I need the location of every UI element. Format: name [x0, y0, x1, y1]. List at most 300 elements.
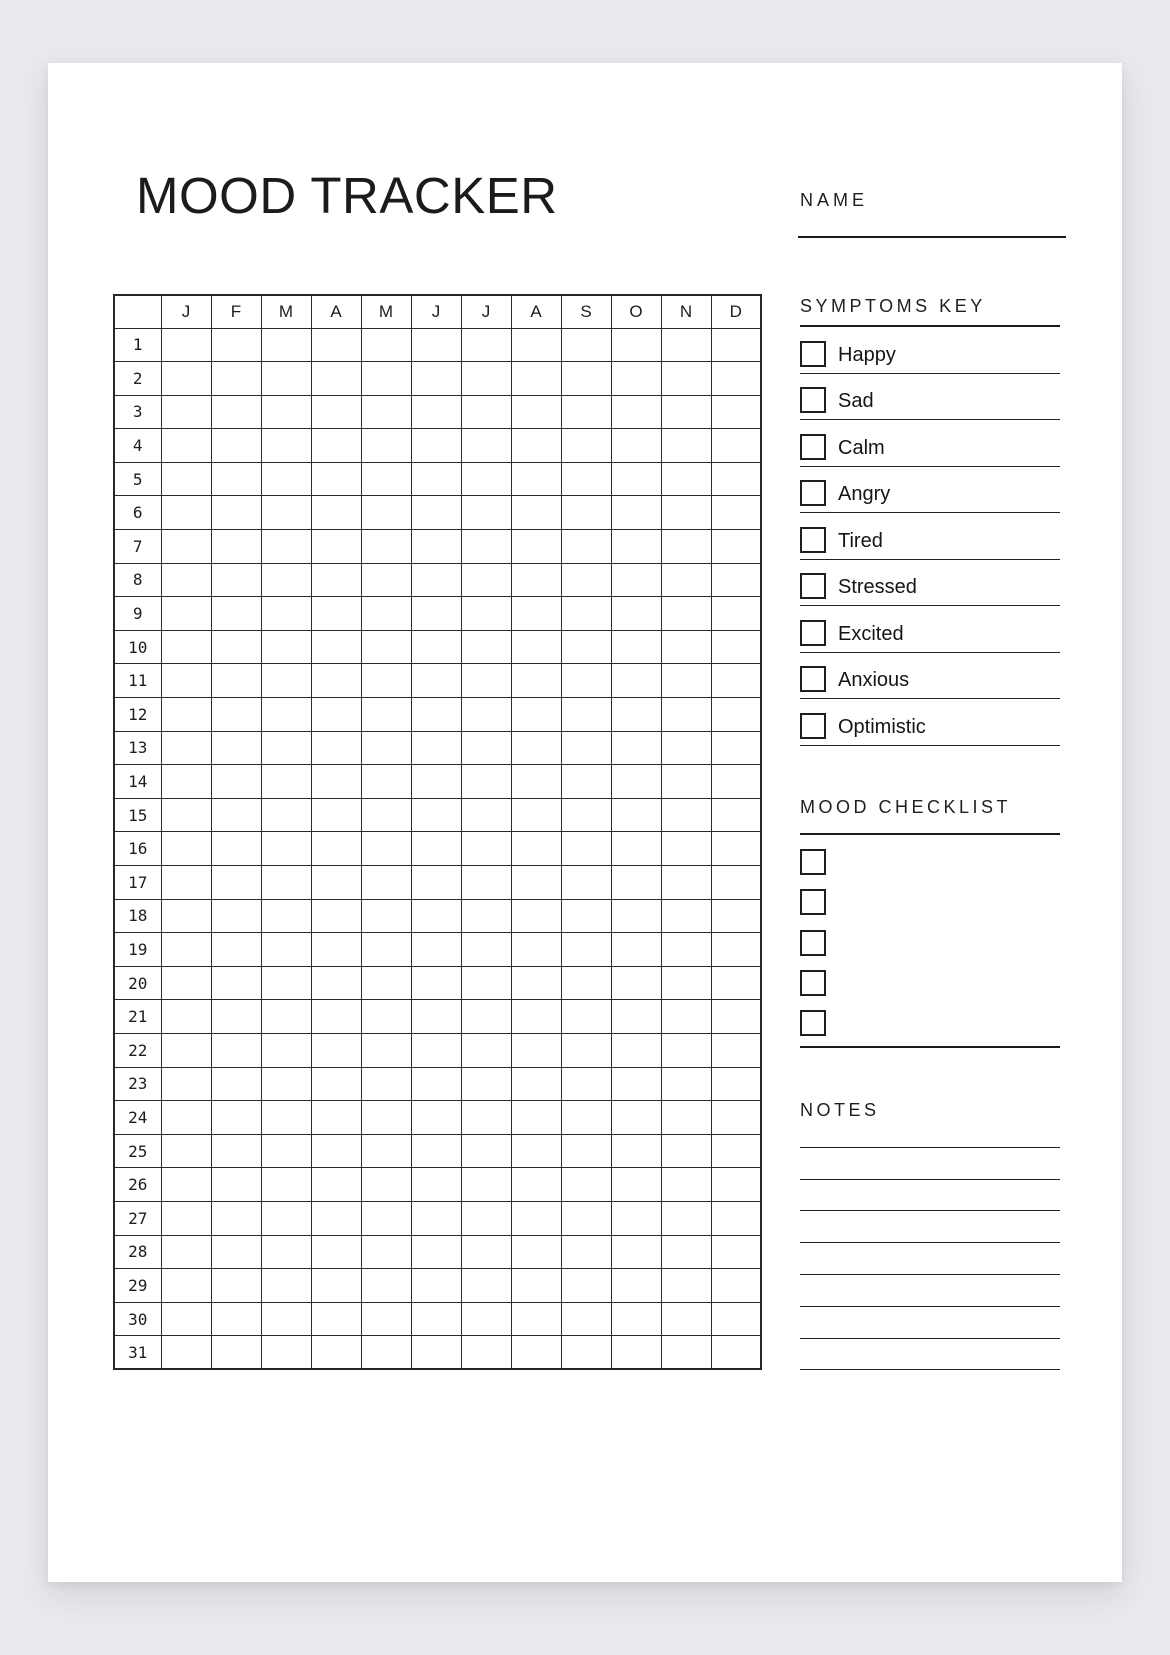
mood-cell[interactable]: [311, 1336, 361, 1370]
mood-cell[interactable]: [311, 765, 361, 799]
mood-cell[interactable]: [261, 731, 311, 765]
mood-cell[interactable]: [261, 798, 311, 832]
mood-cell[interactable]: [411, 1201, 461, 1235]
mood-cell[interactable]: [261, 899, 311, 933]
mood-cell[interactable]: [161, 1269, 211, 1303]
mood-cell[interactable]: [711, 765, 761, 799]
mood-cell[interactable]: [211, 1067, 261, 1101]
mood-cell[interactable]: [161, 866, 211, 900]
mood-cell[interactable]: [611, 462, 661, 496]
mood-cell[interactable]: [561, 966, 611, 1000]
mood-cell[interactable]: [561, 496, 611, 530]
mood-cell[interactable]: [561, 429, 611, 463]
mood-cell[interactable]: [661, 1336, 711, 1370]
mood-cell[interactable]: [211, 731, 261, 765]
mood-cell[interactable]: [661, 1033, 711, 1067]
mood-cell[interactable]: [361, 966, 411, 1000]
notes-input-line[interactable]: [800, 1211, 1060, 1243]
mood-cell[interactable]: [711, 966, 761, 1000]
mood-cell[interactable]: [511, 496, 561, 530]
mood-cell[interactable]: [361, 362, 411, 396]
mood-checklist-checkbox[interactable]: [800, 1010, 826, 1036]
mood-cell[interactable]: [311, 798, 361, 832]
mood-cell[interactable]: [361, 563, 411, 597]
mood-cell[interactable]: [661, 1101, 711, 1135]
mood-cell[interactable]: [411, 395, 461, 429]
mood-cell[interactable]: [261, 1302, 311, 1336]
mood-cell[interactable]: [511, 798, 561, 832]
mood-cell[interactable]: [661, 462, 711, 496]
mood-cell[interactable]: [461, 1302, 511, 1336]
mood-cell[interactable]: [411, 1302, 461, 1336]
mood-cell[interactable]: [361, 899, 411, 933]
mood-cell[interactable]: [561, 832, 611, 866]
notes-input-line[interactable]: [800, 1243, 1060, 1275]
mood-cell[interactable]: [361, 1067, 411, 1101]
mood-cell[interactable]: [311, 1134, 361, 1168]
mood-cell[interactable]: [261, 1000, 311, 1034]
mood-cell[interactable]: [161, 563, 211, 597]
mood-cell[interactable]: [261, 1033, 311, 1067]
mood-cell[interactable]: [161, 765, 211, 799]
mood-cell[interactable]: [411, 832, 461, 866]
mood-cell[interactable]: [211, 496, 261, 530]
mood-cell[interactable]: [261, 328, 311, 362]
mood-cell[interactable]: [311, 832, 361, 866]
mood-cell[interactable]: [511, 1101, 561, 1135]
mood-cell[interactable]: [411, 328, 461, 362]
mood-cell[interactable]: [511, 731, 561, 765]
mood-cell[interactable]: [361, 1134, 411, 1168]
mood-cell[interactable]: [311, 866, 361, 900]
notes-input-line[interactable]: [800, 1307, 1060, 1339]
mood-cell[interactable]: [211, 563, 261, 597]
mood-cell[interactable]: [611, 496, 661, 530]
mood-cell[interactable]: [211, 362, 261, 396]
mood-cell[interactable]: [311, 563, 361, 597]
mood-cell[interactable]: [561, 1336, 611, 1370]
mood-cell[interactable]: [211, 765, 261, 799]
mood-cell[interactable]: [461, 966, 511, 1000]
mood-cell[interactable]: [311, 1033, 361, 1067]
mood-cell[interactable]: [211, 832, 261, 866]
mood-cell[interactable]: [311, 698, 361, 732]
mood-cell[interactable]: [161, 1101, 211, 1135]
mood-cell[interactable]: [211, 462, 261, 496]
mood-cell[interactable]: [561, 1134, 611, 1168]
mood-cell[interactable]: [511, 1168, 561, 1202]
mood-cell[interactable]: [311, 362, 361, 396]
mood-cell[interactable]: [361, 1235, 411, 1269]
mood-cell[interactable]: [361, 798, 411, 832]
mood-cell[interactable]: [561, 866, 611, 900]
mood-cell[interactable]: [511, 1336, 561, 1370]
mood-cell[interactable]: [261, 630, 311, 664]
mood-cell[interactable]: [411, 1000, 461, 1034]
mood-cell[interactable]: [411, 1235, 461, 1269]
symptom-checkbox[interactable]: [800, 527, 826, 553]
mood-cell[interactable]: [611, 1000, 661, 1034]
mood-cell[interactable]: [611, 933, 661, 967]
mood-cell[interactable]: [361, 866, 411, 900]
mood-cell[interactable]: [561, 731, 611, 765]
mood-cell[interactable]: [611, 395, 661, 429]
mood-cell[interactable]: [711, 530, 761, 564]
mood-cell[interactable]: [161, 1134, 211, 1168]
mood-cell[interactable]: [661, 966, 711, 1000]
mood-cell[interactable]: [611, 765, 661, 799]
mood-cell[interactable]: [161, 496, 211, 530]
mood-cell[interactable]: [261, 1168, 311, 1202]
mood-cell[interactable]: [161, 362, 211, 396]
mood-cell[interactable]: [261, 866, 311, 900]
mood-cell[interactable]: [611, 530, 661, 564]
mood-cell[interactable]: [211, 1101, 261, 1135]
mood-cell[interactable]: [261, 563, 311, 597]
mood-cell[interactable]: [411, 664, 461, 698]
mood-cell[interactable]: [661, 1000, 711, 1034]
mood-cell[interactable]: [461, 1101, 511, 1135]
mood-cell[interactable]: [711, 866, 761, 900]
mood-cell[interactable]: [661, 597, 711, 631]
mood-cell[interactable]: [561, 328, 611, 362]
mood-cell[interactable]: [361, 933, 411, 967]
mood-cell[interactable]: [661, 1269, 711, 1303]
mood-cell[interactable]: [411, 899, 461, 933]
mood-cell[interactable]: [611, 328, 661, 362]
mood-cell[interactable]: [611, 832, 661, 866]
mood-cell[interactable]: [311, 1000, 361, 1034]
mood-cell[interactable]: [611, 1168, 661, 1202]
mood-cell[interactable]: [361, 1033, 411, 1067]
mood-cell[interactable]: [561, 1000, 611, 1034]
mood-cell[interactable]: [361, 395, 411, 429]
mood-cell[interactable]: [161, 731, 211, 765]
mood-cell[interactable]: [211, 1269, 261, 1303]
mood-cell[interactable]: [661, 698, 711, 732]
mood-cell[interactable]: [311, 328, 361, 362]
mood-cell[interactable]: [661, 933, 711, 967]
mood-cell[interactable]: [461, 765, 511, 799]
mood-cell[interactable]: [511, 765, 561, 799]
mood-cell[interactable]: [511, 429, 561, 463]
mood-cell[interactable]: [561, 563, 611, 597]
mood-cell[interactable]: [711, 1336, 761, 1370]
notes-input-line[interactable]: [800, 1339, 1060, 1371]
mood-cell[interactable]: [561, 1201, 611, 1235]
mood-cell[interactable]: [661, 1235, 711, 1269]
mood-cell[interactable]: [161, 832, 211, 866]
mood-cell[interactable]: [511, 563, 561, 597]
mood-cell[interactable]: [711, 328, 761, 362]
mood-cell[interactable]: [611, 563, 661, 597]
mood-cell[interactable]: [261, 933, 311, 967]
mood-cell[interactable]: [461, 530, 511, 564]
mood-cell[interactable]: [411, 530, 461, 564]
mood-cell[interactable]: [711, 933, 761, 967]
mood-cell[interactable]: [411, 563, 461, 597]
mood-cell[interactable]: [211, 866, 261, 900]
mood-cell[interactable]: [511, 630, 561, 664]
mood-cell[interactable]: [311, 496, 361, 530]
mood-cell[interactable]: [361, 597, 411, 631]
mood-cell[interactable]: [361, 698, 411, 732]
mood-cell[interactable]: [561, 395, 611, 429]
mood-cell[interactable]: [411, 362, 461, 396]
mood-cell[interactable]: [461, 933, 511, 967]
mood-cell[interactable]: [661, 664, 711, 698]
mood-cell[interactable]: [661, 1302, 711, 1336]
symptom-checkbox[interactable]: [800, 713, 826, 739]
mood-cell[interactable]: [311, 395, 361, 429]
mood-cell[interactable]: [211, 1336, 261, 1370]
mood-cell[interactable]: [261, 496, 311, 530]
mood-cell[interactable]: [211, 798, 261, 832]
mood-cell[interactable]: [711, 563, 761, 597]
mood-cell[interactable]: [161, 1235, 211, 1269]
mood-cell[interactable]: [211, 1168, 261, 1202]
mood-cell[interactable]: [461, 866, 511, 900]
mood-cell[interactable]: [261, 462, 311, 496]
mood-cell[interactable]: [711, 1033, 761, 1067]
mood-cell[interactable]: [461, 698, 511, 732]
mood-checklist-checkbox[interactable]: [800, 849, 826, 875]
mood-cell[interactable]: [661, 1134, 711, 1168]
mood-cell[interactable]: [311, 530, 361, 564]
mood-cell[interactable]: [161, 1067, 211, 1101]
mood-cell[interactable]: [211, 1033, 261, 1067]
mood-cell[interactable]: [461, 1033, 511, 1067]
mood-cell[interactable]: [711, 664, 761, 698]
mood-cell[interactable]: [311, 664, 361, 698]
mood-cell[interactable]: [311, 1101, 361, 1135]
mood-cell[interactable]: [411, 1101, 461, 1135]
mood-cell[interactable]: [561, 1067, 611, 1101]
mood-cell[interactable]: [161, 328, 211, 362]
mood-cell[interactable]: [511, 866, 561, 900]
mood-cell[interactable]: [661, 1067, 711, 1101]
mood-cell[interactable]: [661, 899, 711, 933]
mood-cell[interactable]: [211, 395, 261, 429]
mood-cell[interactable]: [611, 1201, 661, 1235]
mood-cell[interactable]: [511, 933, 561, 967]
mood-cell[interactable]: [361, 731, 411, 765]
mood-cell[interactable]: [161, 597, 211, 631]
mood-cell[interactable]: [461, 563, 511, 597]
mood-cell[interactable]: [411, 429, 461, 463]
mood-cell[interactable]: [711, 899, 761, 933]
mood-cell[interactable]: [461, 328, 511, 362]
mood-cell[interactable]: [411, 597, 461, 631]
mood-cell[interactable]: [711, 1101, 761, 1135]
mood-cell[interactable]: [261, 1067, 311, 1101]
mood-cell[interactable]: [661, 328, 711, 362]
mood-cell[interactable]: [461, 1168, 511, 1202]
mood-cell[interactable]: [261, 1269, 311, 1303]
mood-cell[interactable]: [461, 1201, 511, 1235]
mood-cell[interactable]: [561, 1168, 611, 1202]
mood-cell[interactable]: [661, 798, 711, 832]
mood-cell[interactable]: [561, 899, 611, 933]
mood-cell[interactable]: [361, 1302, 411, 1336]
mood-cell[interactable]: [261, 429, 311, 463]
mood-cell[interactable]: [361, 832, 411, 866]
mood-cell[interactable]: [161, 698, 211, 732]
mood-cell[interactable]: [161, 933, 211, 967]
mood-cell[interactable]: [411, 731, 461, 765]
mood-cell[interactable]: [161, 664, 211, 698]
mood-cell[interactable]: [461, 664, 511, 698]
mood-cell[interactable]: [561, 597, 611, 631]
mood-checklist-checkbox[interactable]: [800, 970, 826, 996]
mood-cell[interactable]: [711, 1235, 761, 1269]
mood-cell[interactable]: [561, 933, 611, 967]
mood-cell[interactable]: [561, 698, 611, 732]
mood-cell[interactable]: [461, 1235, 511, 1269]
mood-cell[interactable]: [611, 899, 661, 933]
notes-input-line[interactable]: [800, 1180, 1060, 1212]
mood-cell[interactable]: [611, 698, 661, 732]
mood-cell[interactable]: [411, 1067, 461, 1101]
mood-cell[interactable]: [461, 462, 511, 496]
mood-cell[interactable]: [711, 597, 761, 631]
mood-cell[interactable]: [511, 1269, 561, 1303]
mood-cell[interactable]: [311, 1201, 361, 1235]
mood-cell[interactable]: [161, 1336, 211, 1370]
mood-cell[interactable]: [561, 1235, 611, 1269]
mood-cell[interactable]: [511, 1235, 561, 1269]
mood-cell[interactable]: [311, 597, 361, 631]
mood-cell[interactable]: [611, 866, 661, 900]
mood-cell[interactable]: [311, 899, 361, 933]
mood-cell[interactable]: [561, 630, 611, 664]
mood-cell[interactable]: [461, 496, 511, 530]
mood-cell[interactable]: [611, 1235, 661, 1269]
mood-cell[interactable]: [611, 1336, 661, 1370]
mood-cell[interactable]: [311, 731, 361, 765]
mood-cell[interactable]: [361, 765, 411, 799]
mood-cell[interactable]: [461, 597, 511, 631]
mood-cell[interactable]: [461, 1067, 511, 1101]
mood-checklist-checkbox[interactable]: [800, 930, 826, 956]
mood-cell[interactable]: [711, 832, 761, 866]
mood-cell[interactable]: [711, 630, 761, 664]
mood-cell[interactable]: [211, 597, 261, 631]
mood-cell[interactable]: [461, 395, 511, 429]
mood-cell[interactable]: [511, 832, 561, 866]
mood-cell[interactable]: [711, 429, 761, 463]
mood-cell[interactable]: [211, 698, 261, 732]
mood-cell[interactable]: [511, 1134, 561, 1168]
mood-cell[interactable]: [561, 798, 611, 832]
mood-cell[interactable]: [661, 1168, 711, 1202]
mood-cell[interactable]: [461, 731, 511, 765]
mood-cell[interactable]: [161, 1033, 211, 1067]
mood-cell[interactable]: [411, 1168, 461, 1202]
mood-cell[interactable]: [261, 1101, 311, 1135]
mood-cell[interactable]: [511, 698, 561, 732]
mood-cell[interactable]: [361, 530, 411, 564]
mood-cell[interactable]: [611, 664, 661, 698]
mood-cell[interactable]: [711, 1000, 761, 1034]
mood-cell[interactable]: [711, 1134, 761, 1168]
mood-cell[interactable]: [661, 832, 711, 866]
mood-cell[interactable]: [161, 630, 211, 664]
mood-cell[interactable]: [461, 429, 511, 463]
mood-cell[interactable]: [461, 1269, 511, 1303]
mood-cell[interactable]: [311, 1302, 361, 1336]
mood-cell[interactable]: [361, 496, 411, 530]
mood-cell[interactable]: [511, 597, 561, 631]
symptom-checkbox[interactable]: [800, 620, 826, 646]
mood-cell[interactable]: [311, 1269, 361, 1303]
mood-cell[interactable]: [711, 1302, 761, 1336]
mood-cell[interactable]: [361, 1168, 411, 1202]
mood-cell[interactable]: [211, 1302, 261, 1336]
mood-cell[interactable]: [411, 698, 461, 732]
symptom-checkbox[interactable]: [800, 434, 826, 460]
mood-cell[interactable]: [611, 966, 661, 1000]
mood-cell[interactable]: [461, 630, 511, 664]
mood-cell[interactable]: [311, 966, 361, 1000]
mood-cell[interactable]: [711, 395, 761, 429]
mood-cell[interactable]: [511, 1067, 561, 1101]
symptom-checkbox[interactable]: [800, 341, 826, 367]
mood-cell[interactable]: [411, 462, 461, 496]
mood-cell[interactable]: [511, 899, 561, 933]
mood-cell[interactable]: [361, 462, 411, 496]
mood-cell[interactable]: [261, 1235, 311, 1269]
mood-cell[interactable]: [361, 664, 411, 698]
mood-cell[interactable]: [361, 630, 411, 664]
mood-cell[interactable]: [161, 899, 211, 933]
mood-cell[interactable]: [161, 966, 211, 1000]
mood-cell[interactable]: [661, 866, 711, 900]
mood-cell[interactable]: [461, 1134, 511, 1168]
mood-cell[interactable]: [611, 597, 661, 631]
mood-cell[interactable]: [361, 1000, 411, 1034]
mood-cell[interactable]: [561, 462, 611, 496]
mood-cell[interactable]: [161, 1168, 211, 1202]
mood-cell[interactable]: [511, 328, 561, 362]
mood-cell[interactable]: [411, 1134, 461, 1168]
mood-cell[interactable]: [661, 765, 711, 799]
mood-cell[interactable]: [311, 1067, 361, 1101]
mood-cell[interactable]: [211, 1235, 261, 1269]
mood-cell[interactable]: [511, 362, 561, 396]
mood-cell[interactable]: [261, 1336, 311, 1370]
mood-cell[interactable]: [561, 1033, 611, 1067]
mood-cell[interactable]: [611, 1302, 661, 1336]
mood-cell[interactable]: [561, 664, 611, 698]
mood-cell[interactable]: [611, 731, 661, 765]
mood-cell[interactable]: [661, 362, 711, 396]
mood-cell[interactable]: [411, 630, 461, 664]
mood-cell[interactable]: [661, 630, 711, 664]
mood-cell[interactable]: [561, 1101, 611, 1135]
mood-cell[interactable]: [161, 395, 211, 429]
mood-cell[interactable]: [261, 1201, 311, 1235]
name-input-line[interactable]: [798, 213, 1066, 238]
mood-cell[interactable]: [261, 765, 311, 799]
mood-cell[interactable]: [561, 765, 611, 799]
mood-cell[interactable]: [211, 1201, 261, 1235]
mood-cell[interactable]: [611, 362, 661, 396]
mood-cell[interactable]: [161, 1000, 211, 1034]
mood-cell[interactable]: [161, 1201, 211, 1235]
mood-cell[interactable]: [611, 1067, 661, 1101]
mood-cell[interactable]: [411, 798, 461, 832]
